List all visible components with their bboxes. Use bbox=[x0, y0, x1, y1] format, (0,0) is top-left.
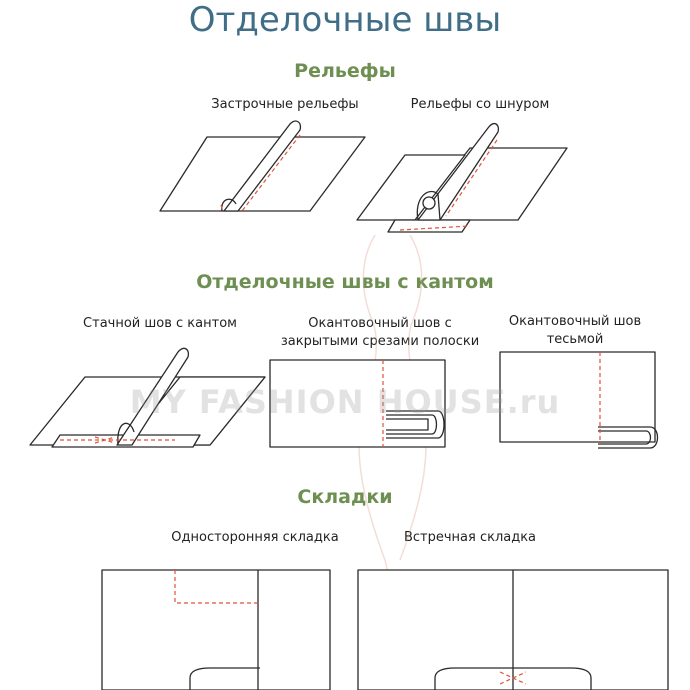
label-corded-reliefs: Рельефы со шнуром bbox=[410, 97, 550, 112]
diagram-corded-reliefs bbox=[357, 124, 567, 232]
watermark: MY FASHION HOUSE.ru bbox=[129, 383, 561, 421]
label-topstitched-reliefs: Застрочные рельефы bbox=[211, 97, 359, 112]
section-heading-reliefs: Рельефы bbox=[294, 60, 396, 82]
label-tape-binding-line1: Окантовочный шов bbox=[508, 314, 642, 329]
diagram-one-side-pleat bbox=[102, 570, 330, 690]
section-heading-piping: Отделочные швы с кантом bbox=[196, 271, 494, 293]
label-binding-seam-line1: Окантовочный шов с bbox=[308, 316, 452, 331]
page-title: Отделочные швы bbox=[188, 0, 502, 40]
diagram-topstitched-reliefs bbox=[160, 121, 365, 212]
section-heading-pleats: Складки bbox=[297, 486, 393, 508]
diagram-box-pleat bbox=[358, 570, 668, 690]
label-tape-binding-line2: тесьмой bbox=[546, 332, 604, 347]
label-plain-seam-piping: Стачной шов с кантом bbox=[83, 316, 237, 331]
label-one-side-pleat: Односторонняя складка bbox=[171, 530, 339, 545]
label-binding-seam-line2: закрытыми срезами полоски bbox=[280, 334, 480, 349]
label-box-pleat: Встречная складка bbox=[403, 530, 537, 545]
